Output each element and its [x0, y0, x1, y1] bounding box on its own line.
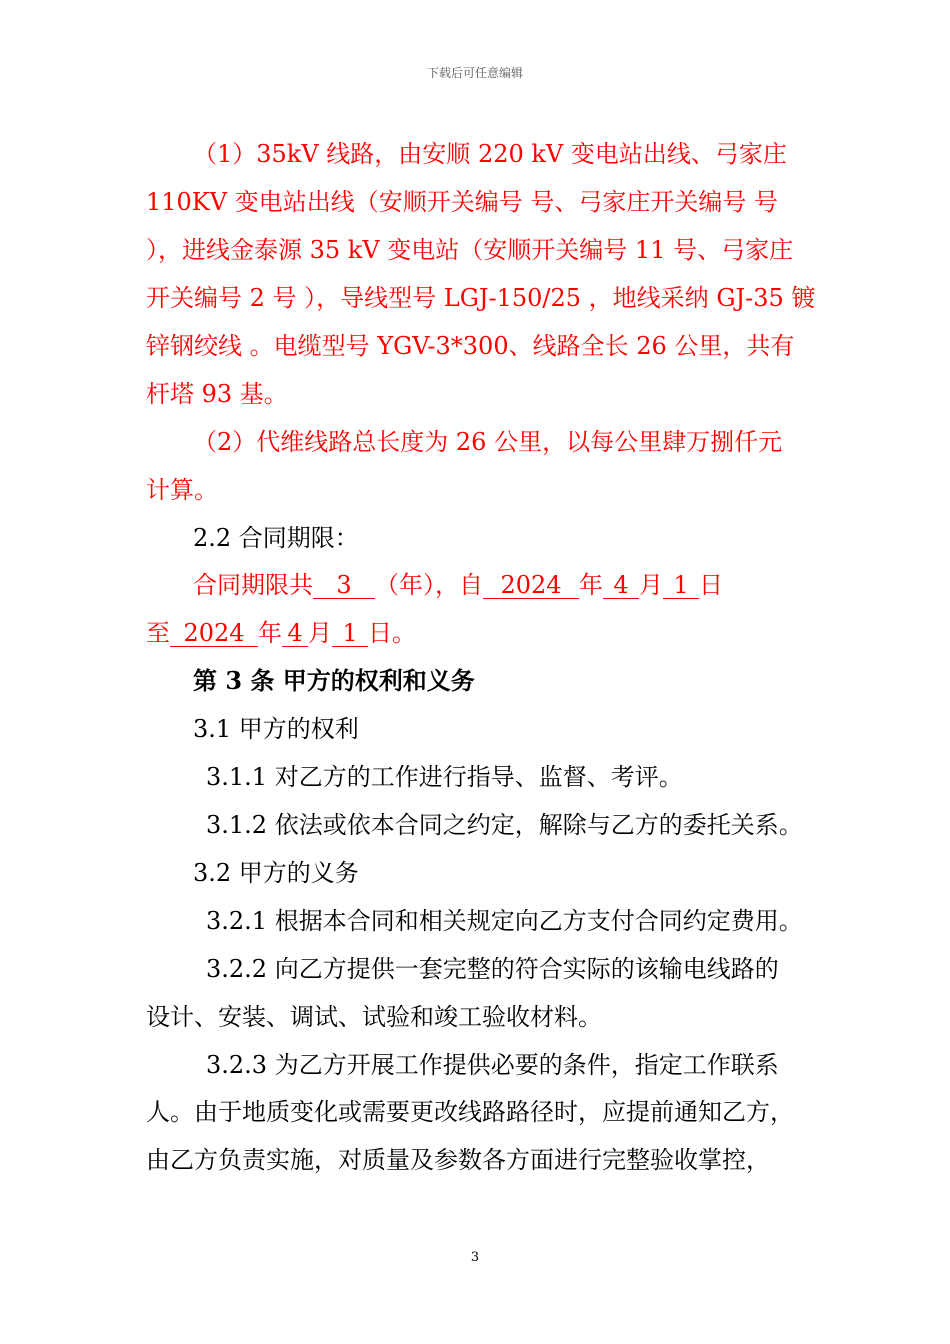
- contract-term-line: [193, 570, 723, 600]
- section-heading-3-1: 3.1 甲方的权利: [193, 715, 359, 743]
- page-number: 3: [470, 1250, 480, 1265]
- paragraph-line: 开关编号 2 号 ），导线型号 LGJ-150/25 ，地线采纳 GJ-35 镀: [146, 284, 816, 312]
- paragraph-line: 锌钢绞线 。电缆型号 YGV-3*300、线路全长 26 公里，共有: [146, 332, 795, 360]
- clause-3-2-3-cont: 由乙方负责实施，对质量及参数各方面进行完整验收掌控，: [146, 1146, 770, 1174]
- term-years-field: 3: [313, 572, 375, 599]
- paragraph-line: 计算。: [146, 476, 218, 504]
- start-month-suffix: 月: [639, 571, 663, 599]
- contract-end-line: [146, 618, 416, 648]
- clause-3-2-1: 3.2.1 根据本合同和相关规定向乙方支付合同约定费用。: [206, 907, 803, 935]
- paragraph-line: ），进线金泰源 35 kV 变电站（安顺开关编号 11 号、弓家庄: [146, 236, 794, 264]
- end-day-field: 1: [332, 620, 368, 647]
- end-year-field: 2024: [170, 620, 258, 647]
- end-month-field: 4: [282, 620, 308, 647]
- article-3-title: 第 3 条 甲方的权利和义务: [193, 666, 475, 695]
- clause-3-2-3: 3.2.3 为乙方开展工作提供必要的条件，指定工作联系: [206, 1051, 779, 1079]
- clause-3-1-1: 3.1.1 对乙方的工作进行指导、监督、考评。: [206, 763, 683, 791]
- section-heading-2-2: 2.2 合同期限：: [193, 524, 359, 552]
- end-year-suffix: 年: [258, 619, 282, 647]
- section-heading-3-2: 3.2 甲方的义务: [193, 859, 359, 887]
- start-day-suffix: 日: [699, 571, 723, 599]
- end-month-suffix: 月: [308, 619, 332, 647]
- paragraph-line: （2）代维线路总长度为 26 公里，以每公里肆万捌仟元: [193, 428, 783, 456]
- end-prefix: 至: [146, 619, 170, 647]
- paragraph-line: 110KV 变电站出线（安顺开关编号 号、弓家庄开关编号 号: [146, 188, 778, 216]
- start-year-suffix: 年: [579, 571, 603, 599]
- term-prefix: 合同期限共: [193, 571, 313, 599]
- clause-3-1-2: 3.1.2 依法或依本合同之约定，解除与乙方的委托关系。: [206, 811, 803, 839]
- end-day-suffix: 日。: [368, 619, 416, 647]
- start-month-field: 4: [603, 572, 639, 599]
- term-unit: （年），自: [375, 571, 483, 599]
- start-day-field: 1: [663, 572, 699, 599]
- paragraph-line: 杆塔 93 基。: [146, 380, 288, 408]
- clause-3-2-2-cont: 设计、安装、调试、试验和竣工验收材料。: [146, 1003, 602, 1031]
- clause-3-2-2: 3.2.2 向乙方提供一套完整的符合实际的该输电线路的: [206, 955, 779, 983]
- header-note: 下载后可任意编辑: [426, 66, 523, 80]
- paragraph-line: （1）35kV 线路，由安顺 220 kV 变电站出线、弓家庄: [193, 140, 787, 168]
- start-year-field: 2024: [483, 572, 579, 599]
- clause-3-2-3-cont: 人。由于地质变化或需要更改线路路径时，应提前通知乙方，: [146, 1098, 794, 1126]
